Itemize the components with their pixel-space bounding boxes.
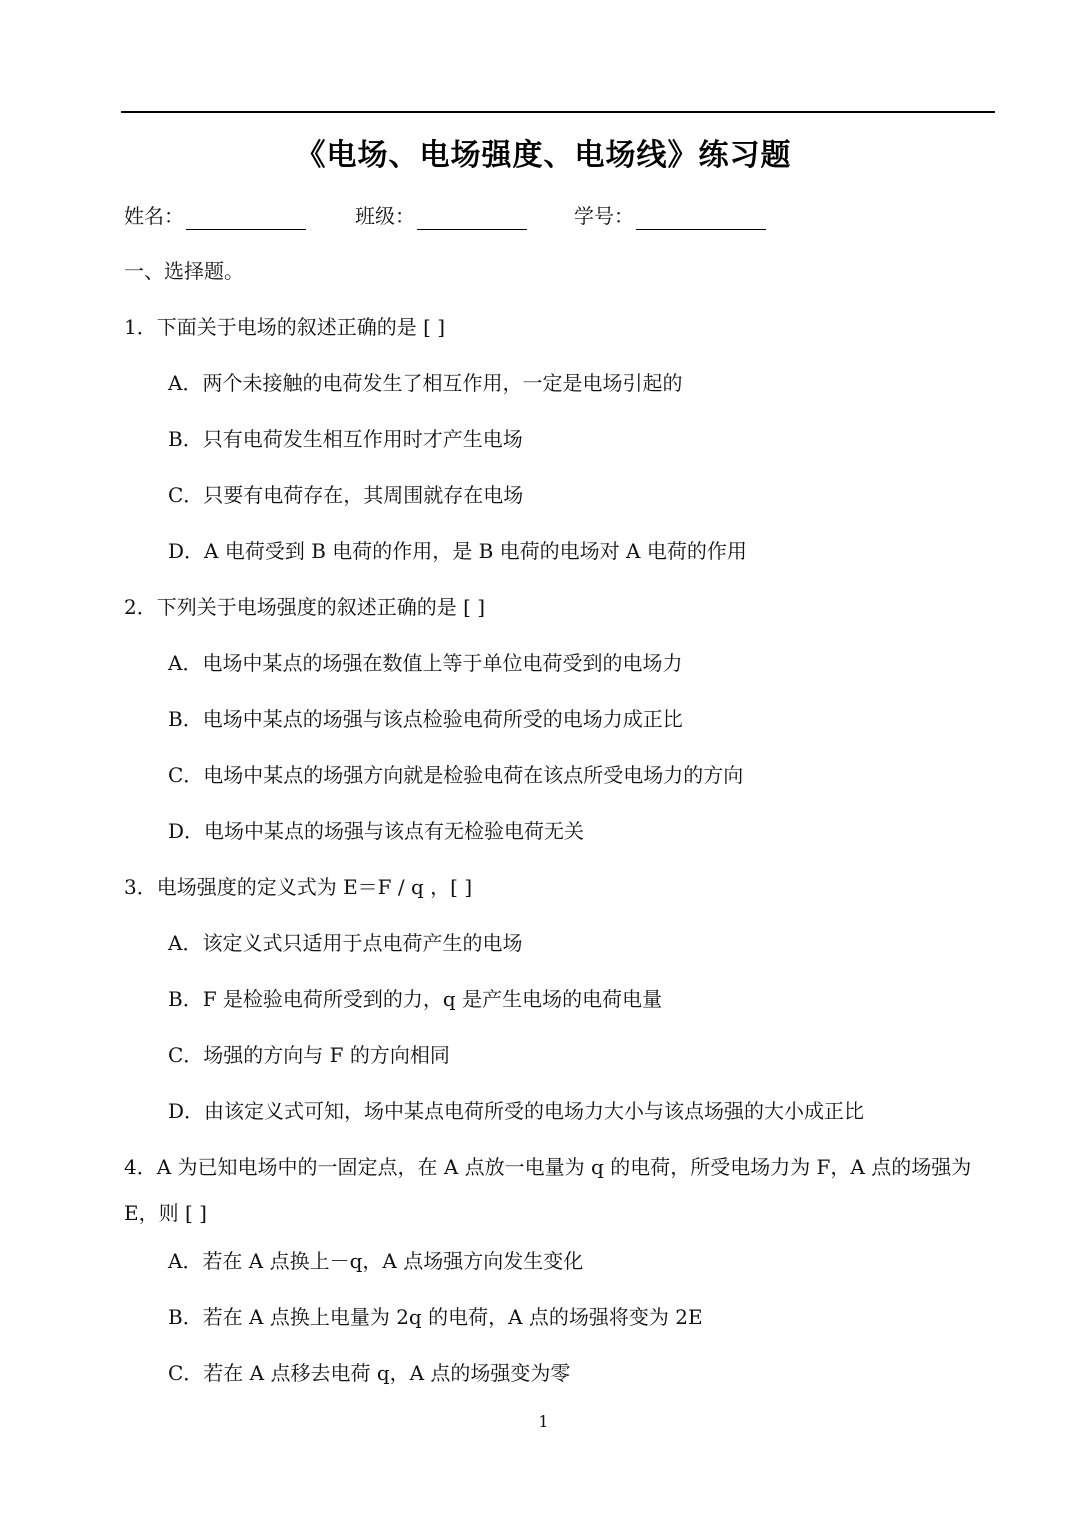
option-item: A．电场中某点的场强在数值上等于单位电荷受到的电场力 [168, 651, 683, 675]
option-item: D．A 电荷受到 B 电荷的作用，是 B 电荷的电场对 A 电荷的作用 [168, 539, 747, 563]
student-id-blank[interactable] [636, 207, 766, 230]
question-stem: 4．A 为已知电场中的一固定点，在 A 点放一电量为 q 的电荷，所受电场力为 F，A 点的场强为 E，则 [ ] [124, 1155, 972, 1225]
option-item: C．若在 A 点移去电荷 q，A 点的场强变为零 [168, 1361, 571, 1385]
class-field [355, 202, 527, 230]
section-heading: 一、选择题。 [124, 259, 244, 283]
option-item: B．只有电荷发生相互作用时才产生电场 [168, 427, 523, 451]
page-title: 《电场、电场强度、电场线》练习题 [295, 138, 792, 173]
student-id-field [574, 202, 766, 230]
option-item: C．电场中某点的场强方向就是检验电荷在该点所受电场力的方向 [168, 763, 744, 787]
name-blank[interactable] [186, 207, 306, 230]
question-stem: 3．电场强度的定义式为 E＝F / q ，[ ] [124, 875, 473, 899]
option-item: B．若在 A 点换上电量为 2q 的电荷，A 点的场强将变为 2E [168, 1305, 703, 1329]
option-item: C．场强的方向与 F 的方向相同 [168, 1043, 450, 1067]
option-item: D．由该定义式可知，场中某点电荷所受的电场力大小与该点场强的大小成正比 [168, 1099, 865, 1123]
name-label: 姓名： [124, 204, 184, 228]
option-item: B．电场中某点的场强与该点检验电荷所受的电场力成正比 [168, 707, 683, 731]
option-item: C．只要有电荷存在，其周围就存在电场 [168, 483, 524, 507]
class-blank[interactable] [417, 207, 527, 230]
option-item: A．两个未接触的电荷发生了相互作用，一定是电场引起的 [168, 371, 683, 395]
class-label: 班级： [355, 204, 415, 228]
option-item: D．电场中某点的场强与该点有无检验电荷无关 [168, 819, 585, 843]
option-item: A．若在 A 点换上－q，A 点场强方向发生变化 [168, 1249, 584, 1273]
option-item: A．该定义式只适用于点电荷产生的电场 [168, 931, 523, 955]
name-field [124, 202, 306, 230]
student-id-label: 学号： [574, 204, 634, 228]
page-number: 1 [538, 1412, 549, 1431]
question-stem: 2．下列关于电场强度的叙述正确的是 [ ] [124, 595, 486, 619]
question-stem: 1．下面关于电场的叙述正确的是 [ ] [124, 315, 446, 339]
header-rule [121, 111, 995, 113]
option-item: B．F 是检验电荷所受到的力，q 是产生电场的电荷电量 [168, 987, 663, 1011]
